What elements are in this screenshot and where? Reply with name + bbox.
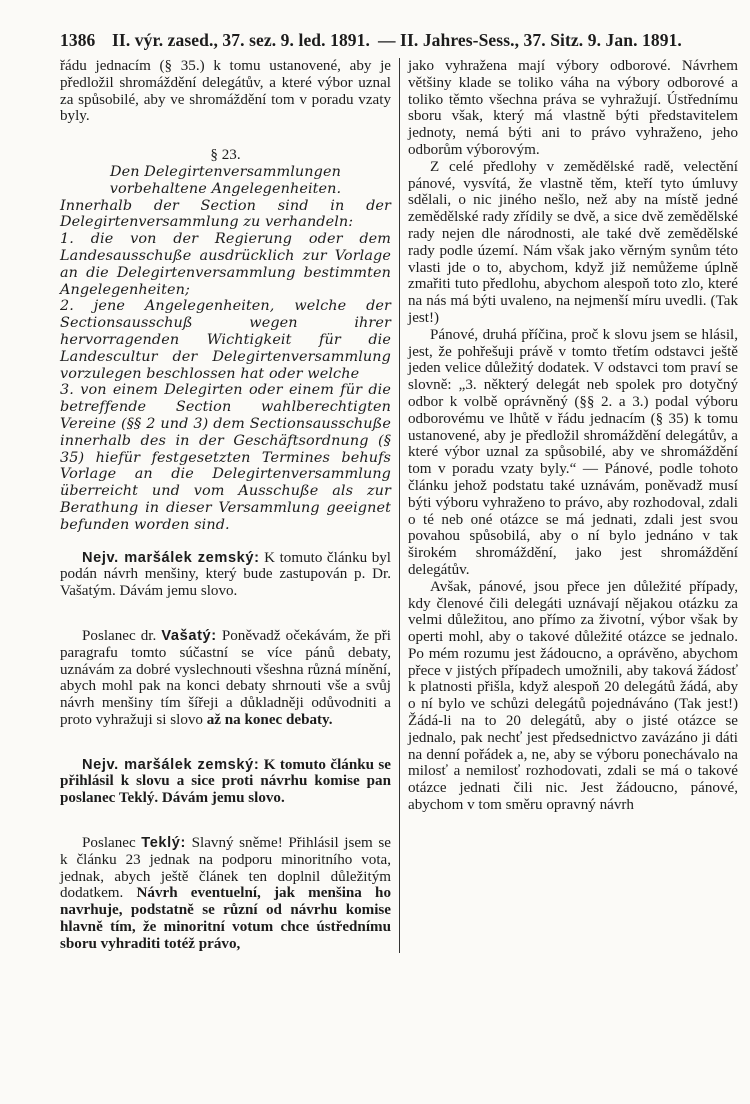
paragraph: řádu jednacím (§ 35.) k tomu ustanovené, aby je předložil shromáždění delegátův, a které výbor uznal za spůsobilé, aby ve shromáždění tom v poradu vzaty byly. (60, 58, 391, 125)
speech-text-bold: až na konec debaty. (206, 711, 333, 728)
paragraph: Z celé předlohy v zemědělské radě, velectění pánové, vysvítá, že vlastně těm, kteří tyto úmluvy sdělali, o nic jiného nešlo, než aby na místě jedné zemědělské rady zřídily se dvě, a sice dvě zemědělské rady nejen dle národnosti, ale také dvě zemědělské rady podle území. Nám však jako věrným synům této vlasti jde o to, abychom, když již nemůžeme úplně zmařiti tuto předlohu, abychom alespoň toto zlo, které na nás má býti uvaleno, na nejmenší míru uvedli. (Tak jest!) (408, 158, 738, 326)
speech-paragraph (60, 757, 391, 807)
header-czech: II. výr. zased., 37. sez. 9. led. 1891. (112, 30, 370, 50)
speech-text-bold: Návrh eventuelní, jak menšina ho navrhuje, podstatně se různí od návrhu komise hlavně tím, že minoritní votum chce ústřednímu sboru vyhraditi totéž právo, (60, 885, 391, 952)
paragraph: Avšak, pánové, jsou přece jen důležité případy, kdy členové čili delegáti uznávají nějakou otázku za velmi důležitou, ano přímo za životní, výbor však by operti mohl, aby o takové důležité otázce se jednalo. Po mém rozumu jest žádoucno, a oprávěno, abychom přece v jistých případech umožnili, aby taková žádosť k platnosti přišla, když alespoň 20 delegátů žádá, aby o ní bylo ve schůzi delegátů pojednáváno (Tak jest!) Žádá-li na to 20 delegátů, aby o jisté otázce se jednalo, pak nechť jest předsednictvo zavázáno ji dáti na denní pořádek a, ne, aby se výboru ponechávalo na milosť a nemilosť rozhodovati, zdali se má o takové otázce jednati čili nic. Jest žádoucno, pánové, abychom v tom směru opravný návrh (408, 578, 738, 814)
speech-paragraph (60, 628, 391, 729)
speaker-name: Vašatý: (161, 627, 217, 644)
speech-paragraph (60, 550, 391, 600)
speaker-name: Nejv. maršálek zemský: (82, 549, 260, 566)
german-section-title: Den Delegirtenversammlungen vorbehaltene Angelegenheiten. (109, 163, 342, 197)
german-item-2: 2. jene Angelegenheiten, welche der Sectionsausschuß wegen ihrer hervorragenden Wichtigkeit für die Landescultur der Delegirtenversammlung vorzulegen beschlossen hat oder welche (60, 298, 391, 382)
page-header (60, 30, 738, 55)
speech-text: K tomuto článku byl podán návrh menšiny, který bude zastupován p. Dr. Vašatým. Dávám jemu slovo. (60, 549, 392, 600)
section-heading: § 23. (210, 147, 241, 164)
paragraph: jako vyhražena mají výbory odborové. Návrhem většiny klade se toliko váha na výbory odborové a toliko těmto všechna práva se vyhražují. Ústřednímu sboru však, který má vlastně býti představitelem jednoty, nemá býti ani to právo vyhraženo, jeho odborům výborovým. (408, 58, 738, 158)
paragraph: Pánové, druhá příčina, proč k slovu jsem se hlásil, jest, že pohřešuji právě v tomto třetím odstavci ještě jeden velice důležitý dodatek. V odstavci tom praví se slovně: „3. některý delegát neb spolek pro dotyčný odbor k volbě oprávněný (§§ 2. a 3.) podal výboru odborovému ve lhůtě v řádu jednacím (§ 35) k tomu ustanovené, aby je předložil shromáždění delegátův, a které výbor uznal za spůsobilé, aby ve shromáždění tom v poradu vzaty byly.“ — Pánové, podle tohoto článku jehož podstatu také uznávám, poněvadž musí býti výboru vyhraženo to právo, aby rozhodoval, zdali o té neb oné otázce se má jednati, zdali jest svou povahou spůsobilá, aby o ní bylo jednáno v tak širokém shromáždění, jako jest shromáždění delegátův. (408, 326, 738, 578)
speech-paragraph (60, 835, 391, 953)
page-number: 1386 (60, 30, 96, 50)
speech-text: Slavný sněme! Přihlásil jsem se k článku 23 jednak na podporu minoritního vota, jednak, abych ještě článek ten doplnil důležitým dodatkem. (60, 835, 391, 902)
speaker-name: Nejv. maršálek zemský: (82, 756, 260, 773)
header-german: — II. Jahres-Sess., 37. Sitz. 9. Jan. 1891. (377, 30, 682, 50)
two-column-body (60, 58, 738, 953)
speaker-prefix: Poslanec dr. (82, 627, 157, 644)
german-intro: Innerhalb der Section sind in der Delegirtenversammlung zu verhandeln: (60, 197, 391, 231)
german-item-1: 1. die von der Regierung oder dem Landesausschuße ausdrücklich zur Vorlage an die Delegirtenversammlung bestimmten Angelegenheiten; (60, 231, 391, 298)
speaker-name: Teklý: (141, 835, 186, 852)
speaker-prefix: Poslanec (82, 835, 136, 852)
speech-text: Poněvadž očekávám, že při paragrafu tomto súčastní se více pánů debaty, uznávám za dobré vyslechnouti všeshna různá mínění, abych mohl pak na konci debaty shrnouti vše a svůj návrh menšiny tím šířeji a důkladněji odůvodniti a proto vyhražuji si slovo (60, 627, 391, 728)
speech-text-bold: K tomuto článku se přihlásil k slovu a sice proti návrhu komise pan poslanec Teklý. Dávám jemu slovo. (60, 756, 391, 807)
left-column (60, 58, 399, 953)
right-column (399, 58, 738, 953)
german-item-3: 3. von einem Delegirten oder einem für die betreffende Section wahlberechtigten Vereine (§§ 2 und 3) dem Sectionsausschuße innerhalb des in der Geschäftsordnung (§ 35) hiefür festgesetzten Termines behufs Vorlage an die Delegirtenversammlung überreicht und vom Ausschuße als zur Berathung in dieser Versammlung geeignet befunden worden sind. (60, 382, 391, 533)
